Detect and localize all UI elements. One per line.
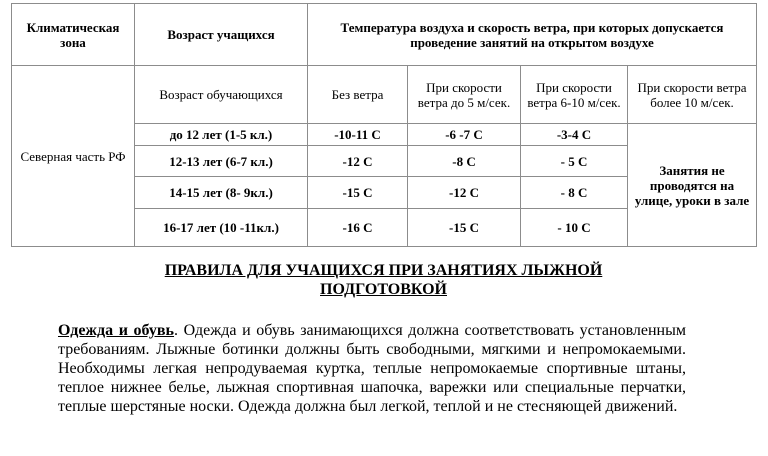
cell-age: 12-13 лет (6-7 кл.) [135, 146, 308, 177]
climate-table [11, 3, 757, 247]
cell-no-wind: -16 С [308, 209, 408, 247]
cell-wind-5: -8 С [408, 146, 521, 177]
clothing-paragraph [58, 321, 686, 416]
rules-heading [11, 261, 756, 299]
subheader-wind-5: При скорости ветра до 5 м/сек. [408, 66, 521, 124]
subheader-wind-over-10: При скорости ветра более 10 м/сек. [628, 66, 757, 124]
cell-wind-6-10: -3-4 С [521, 124, 628, 146]
header-climate-zone: Климатическая зона [12, 4, 135, 66]
cell-no-wind: -15 С [308, 177, 408, 209]
cell-no-wind: -10-11 С [308, 124, 408, 146]
rules-heading-line1: ПРАВИЛА ДЛЯ УЧАЩИХСЯ ПРИ ЗАНЯТИЯХ ЛЫЖНОЙ [164, 262, 603, 279]
clothing-text: . Одежда и обувь занимающихся должна соответствовать установленным требованиям. Лыжные ботинки должны быть свободными, мягкими и непромокаемыми. Необходимы легкая непродуваемая куртка, теплые непромокаемые спортивные штаны, теплое нижнее белье, лыжная спортивная шапочка, варежки или специальные перчатки, теплые шерстяные носки. Одежда должна был легкой, теплой и не стесняющей движений. [58, 322, 686, 415]
cell-age: 14-15 лет (8- 9кл.) [135, 177, 308, 209]
subheader-age: Возраст обучающихся [135, 66, 308, 124]
cell-age: до 12 лет (1-5 кл.) [135, 124, 308, 146]
subheader-wind-6-10: При скорости ветра 6-10 м/сек. [521, 66, 628, 124]
cell-wind-6-10: - 8 С [521, 177, 628, 209]
header-temperature-wind: Температура воздуха и скорость ветра, при которых допускается проведение занятий на открытом воздухе [308, 4, 757, 66]
subheader-no-wind: Без ветра [308, 66, 408, 124]
cell-age: 16-17 лет (10 -11кл.) [135, 209, 308, 247]
cell-wind-6-10: - 5 С [521, 146, 628, 177]
cell-no-wind: -12 С [308, 146, 408, 177]
cell-no-outdoor: Занятия не проводятся на улице, уроки в зале [628, 124, 757, 247]
header-student-age: Возраст учащихся [135, 4, 308, 66]
table-subheader-row [12, 66, 757, 124]
rules-heading-line2: ПОДГОТОВКОЙ [320, 281, 447, 298]
cell-zone: Северная часть РФ [12, 66, 135, 247]
cell-wind-5: -12 С [408, 177, 521, 209]
cell-wind-5: -6 -7 С [408, 124, 521, 146]
cell-wind-6-10: - 10 С [521, 209, 628, 247]
cell-wind-5: -15 С [408, 209, 521, 247]
table-header-row [12, 4, 757, 66]
clothing-lead: Одежда и обувь [58, 322, 175, 339]
